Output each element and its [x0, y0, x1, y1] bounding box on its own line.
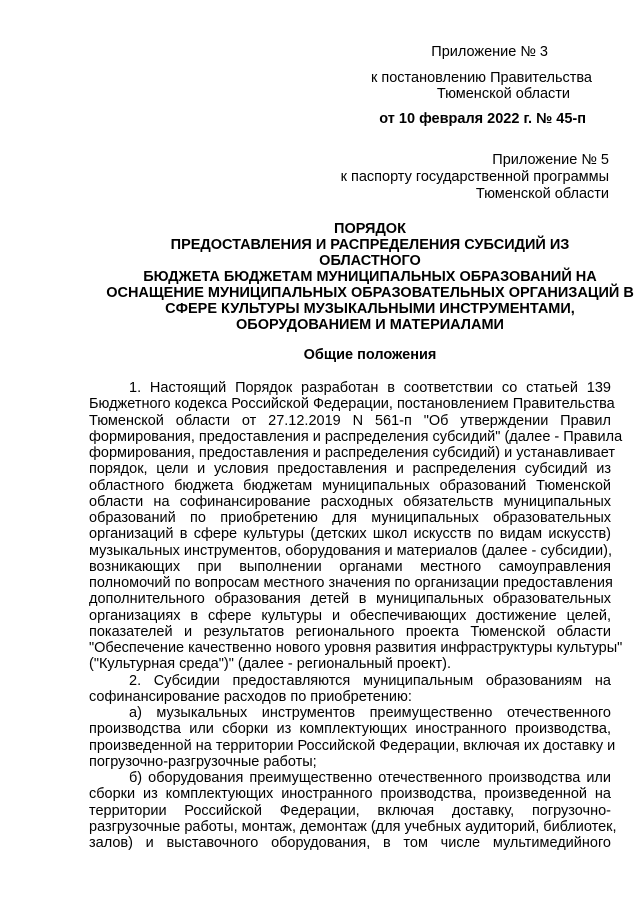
body-line: сборки из комплектующих иностранного производства, произведенной на: [89, 786, 611, 803]
body-line: музыкальных инструментов, оборудования и материалов (далее - субсидии),: [89, 542, 612, 559]
title-line-1: ПОРЯДОК: [334, 221, 406, 237]
appendix-5-region: Тюменской области: [475, 186, 609, 202]
body-line: организациях в сфере культуры и обеспечивающих достижение целей,: [89, 607, 611, 624]
appendix-3-resolution: к постановлению Правительства: [371, 70, 592, 86]
body-line: территории Российской Федерации, включая доставку, погрузочно-: [89, 802, 611, 819]
body-line: показателей и результатов регионального проекта Тюменской области: [89, 623, 611, 640]
body-line: формирования, предоставления и распределения субсидий" (далее - Правила: [89, 428, 623, 445]
body-line: Бюджетного кодекса Российской Федерации, постановлением Правительства: [89, 396, 615, 413]
title-line-6: СФЕРЕ КУЛЬТУРЫ МУЗЫКАЛЬНЫМИ ИНСТРУМЕНТАМИ,: [165, 301, 575, 317]
body-line: софинансирование расходов по приобретению:: [89, 688, 412, 705]
appendix-3-region: Тюменской области: [436, 86, 570, 102]
body-line: области на софинансирование расходных обязательств муниципальных: [89, 493, 611, 510]
body-line: дополнительного образования детей в муниципальных образовательных: [89, 591, 611, 608]
appendix-5-passport: к паспорту государственной программы: [340, 169, 609, 185]
body-line: ("Культурная среда")" (далее - региональный проект).: [89, 656, 451, 673]
body-line: полномочий по вопросам местного значения по организации предоставления: [89, 575, 613, 591]
body-line: произведенной на территории Российской Федерации, включая их доставку и: [89, 737, 616, 754]
body-line: формирования, предоставления и распределения субсидий) и устанавливает: [89, 445, 615, 461]
title-line-7: ОБОРУДОВАНИЕМ И МАТЕРИАЛАМИ: [236, 317, 504, 333]
body-line: 1. Настоящий Порядок разработан в соответствии со статьей 139: [129, 380, 611, 396]
title-line-2: ПРЕДОСТАВЛЕНИЯ И РАСПРЕДЕЛЕНИЯ СУБСИДИЙ ИЗ: [170, 237, 570, 253]
title-line-5: ОСНАЩЕНИЕ МУНИЦИПАЛЬНЫХ ОБРАЗОВАТЕЛЬНЫХ ОРГАНИЗАЦИЙ В: [106, 285, 634, 301]
body-line: возникающих при выполнении органами местного самоуправления: [89, 558, 611, 575]
body-line: производства или сборки из комплектующих иностранного производства,: [89, 721, 611, 738]
body-line: 2. Субсидии предоставляются муниципальным образованиям на: [129, 672, 611, 689]
body-line: организаций в сфере культуры (детских школ искусств по видам искусств): [89, 526, 611, 543]
body-line: Тюменской области от 27.12.2019 N 561-п "Об утверждении Правил: [89, 412, 611, 429]
body-line: областного бюджета бюджетам муниципальных образований Тюменской: [89, 477, 611, 494]
body-line: а) музыкальных инструментов преимущественно отечественного: [129, 705, 611, 721]
body-line: разгрузочные работы, монтаж, демонтаж (для учебных аудиторий, библиотек,: [89, 818, 617, 835]
appendix-3-date: от 10 февраля 2022 г. № 45-п: [379, 111, 586, 127]
body-line: залов) и выставочного оборудования, в том числе мультимедийного: [89, 835, 611, 851]
appendix-3-label: Приложение № 3: [431, 44, 548, 60]
body-line: б) оборудования преимущественно отечественного производства или: [129, 770, 611, 786]
body-line: образований по приобретению для муниципальных образовательных: [89, 510, 611, 526]
appendix-5-label: Приложение № 5: [492, 152, 609, 168]
body-line: порядок, цели и условия предоставления и распределения субсидий из: [89, 461, 611, 478]
title-line-4: БЮДЖЕТА БЮДЖЕТАМ МУНИЦИПАЛЬНЫХ ОБРАЗОВАНИЙ НА: [143, 269, 597, 285]
body-line: погрузочно-разгрузочные работы;: [89, 753, 317, 770]
title-line-3: ОБЛАСТНОГО: [319, 253, 421, 269]
section-heading: Общие положения: [303, 347, 437, 363]
body-line: "Обеспечение качественно нового уровня развития инфраструктуры культуры": [89, 640, 623, 656]
